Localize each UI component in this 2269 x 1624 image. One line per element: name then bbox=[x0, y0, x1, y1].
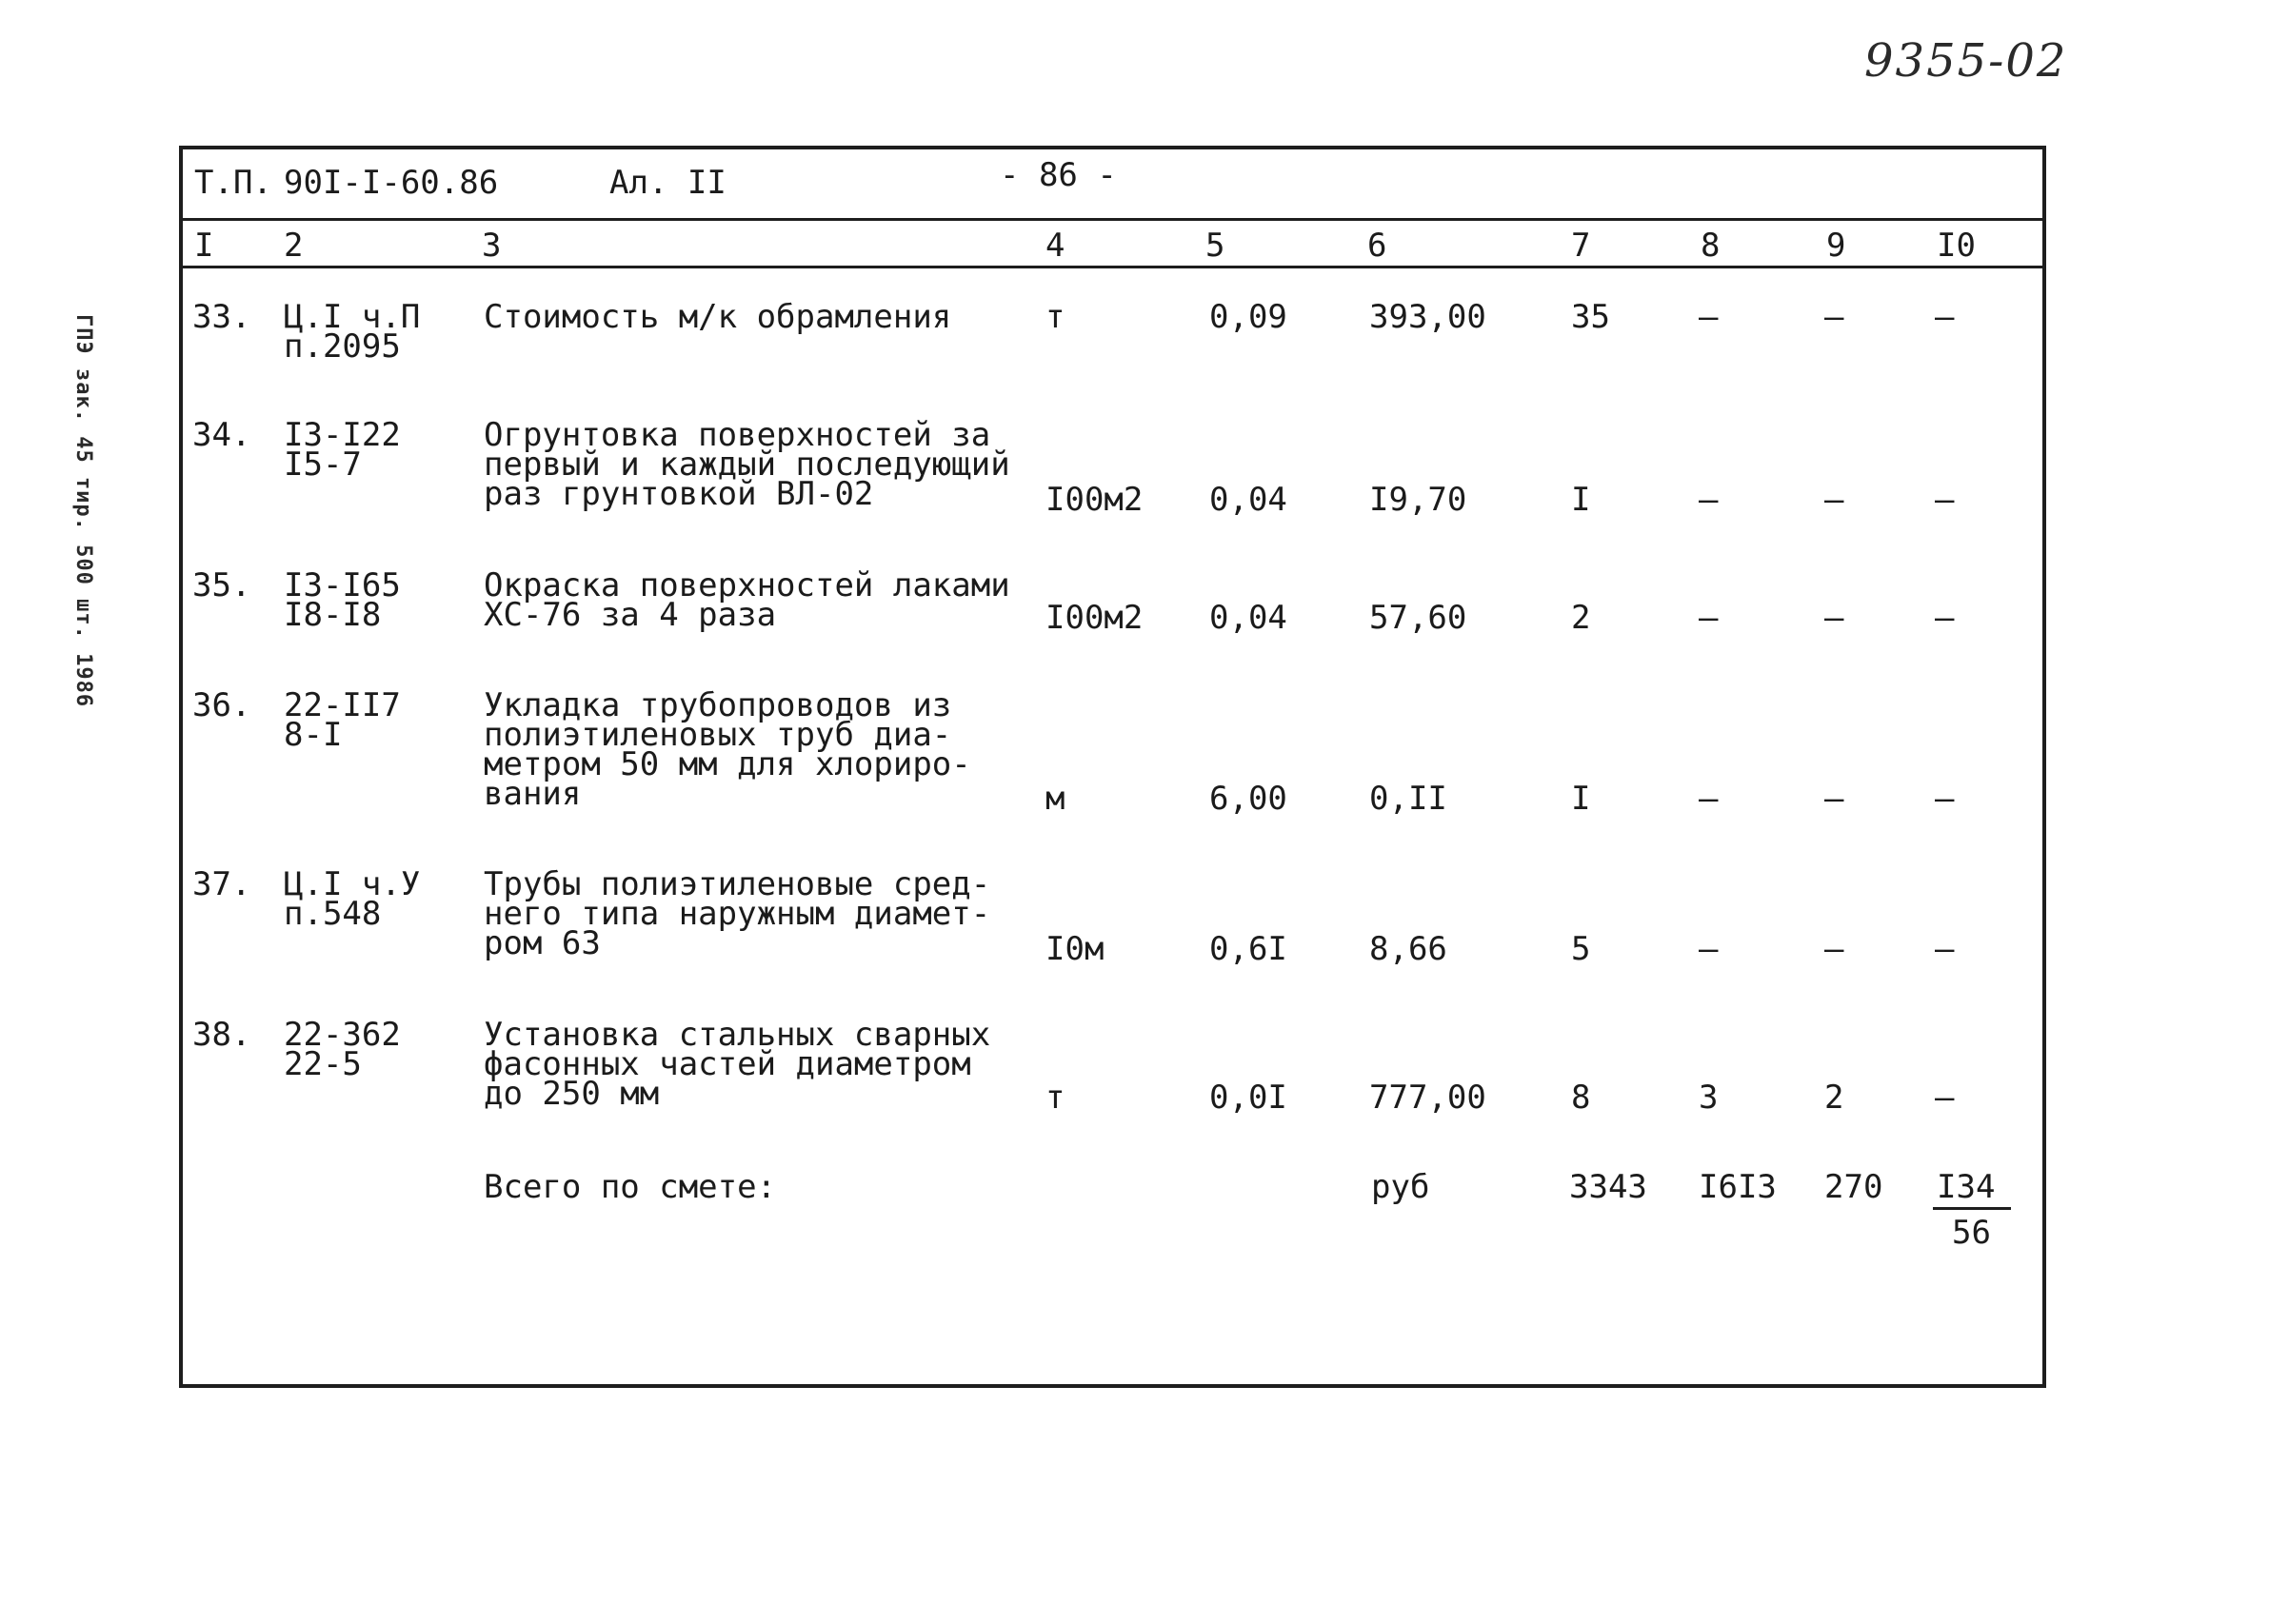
row-description: Трубы полиэтиленовые сред- него типа наружным диамет- ром 63 bbox=[484, 865, 991, 962]
column-number: 9 bbox=[1826, 227, 1846, 265]
row-quantity: 6,00 bbox=[1209, 780, 1287, 818]
row-cost-c8: – bbox=[1699, 930, 1719, 968]
row-unit: I0м bbox=[1045, 930, 1105, 968]
row-cost-total: 8 bbox=[1571, 1079, 1591, 1117]
row-cost-c9: – bbox=[1824, 599, 1844, 637]
column-number: 2 bbox=[284, 227, 304, 265]
row-unit: I00м2 bbox=[1045, 599, 1144, 637]
row-cost-total: I bbox=[1571, 780, 1591, 818]
column-number: 5 bbox=[1205, 227, 1225, 265]
column-number: 8 bbox=[1701, 227, 1721, 265]
row-quantity: 0,04 bbox=[1209, 599, 1287, 637]
row-quantity: 0,6I bbox=[1209, 930, 1287, 968]
row-cost-total: 5 bbox=[1571, 930, 1591, 968]
row-description: Укладка трубопроводов из полиэтиленовых труб диа- метром 50 мм для хлориро- вания bbox=[484, 686, 971, 813]
column-number: 6 bbox=[1367, 227, 1387, 265]
row-number: 35. bbox=[192, 566, 251, 604]
total-c8: I6I3 bbox=[1699, 1168, 1777, 1206]
row-number: 37. bbox=[192, 865, 251, 903]
album-label: Ал. II bbox=[609, 164, 726, 202]
row-code: Ц.I ч.П п.2095 bbox=[284, 298, 421, 366]
row-cost-total: 35 bbox=[1571, 298, 1610, 336]
row-unit: т bbox=[1045, 298, 1065, 336]
row-unit-price: 0,II bbox=[1369, 780, 1447, 818]
total-unit: руб bbox=[1371, 1168, 1430, 1206]
total-c9: 270 bbox=[1824, 1168, 1883, 1206]
row-unit-price: 8,66 bbox=[1369, 930, 1447, 968]
row-cost-c9: – bbox=[1824, 298, 1844, 336]
row-number: 38. bbox=[192, 1016, 251, 1054]
row-quantity: 0,0I bbox=[1209, 1079, 1287, 1117]
document-number: 9355-02 bbox=[1864, 34, 2068, 88]
row-code: I3-I65 I8-I8 bbox=[284, 566, 401, 634]
row-unit: т bbox=[1045, 1079, 1065, 1117]
row-description: Стоимость м/к обрамления bbox=[484, 298, 952, 336]
row-number: 34. bbox=[192, 416, 251, 454]
column-number-divider bbox=[181, 266, 2044, 268]
row-description: Окраска поверхностей лаками ХС-76 за 4 раза bbox=[484, 566, 1010, 634]
row-cost-c8: – bbox=[1699, 298, 1719, 336]
row-cost-c10: – bbox=[1935, 1079, 1955, 1117]
row-code: 22-II7 8-I bbox=[284, 686, 401, 754]
row-cost-total: I bbox=[1571, 481, 1591, 519]
row-cost-c9: 2 bbox=[1824, 1079, 1844, 1117]
row-description: Установка стальных сварных фасонных частей диаметром до 250 мм bbox=[484, 1016, 991, 1113]
row-cost-c9: – bbox=[1824, 780, 1844, 818]
side-stamp: ГПЭ зак. 45 тир. 500 шт. 1986 bbox=[71, 314, 95, 708]
row-quantity: 0,09 bbox=[1209, 298, 1287, 336]
row-cost-c10: – bbox=[1935, 930, 1955, 968]
row-code: 22-362 22-5 bbox=[284, 1016, 401, 1083]
column-number: 3 bbox=[482, 227, 502, 265]
row-unit-price: I9,70 bbox=[1369, 481, 1467, 519]
column-number: I0 bbox=[1937, 227, 1976, 265]
row-description: Огрунтовка поверхностей за первый и каждый последующий раз грунтовкой ВЛ-02 bbox=[484, 416, 1010, 513]
fraction-line bbox=[1933, 1207, 2011, 1210]
column-number: 7 bbox=[1571, 227, 1591, 265]
project-code: 90I-I-60.86 bbox=[284, 164, 499, 202]
row-code: I3-I22 I5-7 bbox=[284, 416, 401, 484]
row-cost-c8: 3 bbox=[1699, 1079, 1719, 1117]
row-number: 36. bbox=[192, 686, 251, 724]
row-cost-c8: – bbox=[1699, 481, 1719, 519]
project-label: Т.П. bbox=[194, 164, 272, 202]
row-unit: м bbox=[1045, 780, 1065, 818]
row-cost-c10: – bbox=[1935, 780, 1955, 818]
row-code: Ц.I ч.У п.548 bbox=[284, 865, 421, 933]
row-unit-price: 393,00 bbox=[1369, 298, 1486, 336]
header-divider bbox=[181, 218, 2044, 221]
column-number: I bbox=[194, 227, 214, 265]
row-number: 33. bbox=[192, 298, 251, 336]
row-cost-c10: – bbox=[1935, 298, 1955, 336]
row-quantity: 0,04 bbox=[1209, 481, 1287, 519]
row-cost-c10: – bbox=[1935, 599, 1955, 637]
row-cost-c8: – bbox=[1699, 599, 1719, 637]
total-c10-numerator: I34 bbox=[1937, 1168, 1996, 1206]
row-cost-c9: – bbox=[1824, 481, 1844, 519]
page-number: - 86 - bbox=[1000, 156, 1117, 194]
column-number: 4 bbox=[1045, 227, 1065, 265]
row-unit-price: 57,60 bbox=[1369, 599, 1467, 637]
total-c10-denominator: 56 bbox=[1952, 1214, 1991, 1252]
row-cost-c8: – bbox=[1699, 780, 1719, 818]
row-cost-c10: – bbox=[1935, 481, 1955, 519]
row-cost-c9: – bbox=[1824, 930, 1844, 968]
row-cost-total: 2 bbox=[1571, 599, 1591, 637]
total-c7: 3343 bbox=[1569, 1168, 1647, 1206]
total-label: Всего по смете: bbox=[484, 1168, 777, 1206]
row-unit: I00м2 bbox=[1045, 481, 1144, 519]
row-unit-price: 777,00 bbox=[1369, 1079, 1486, 1117]
